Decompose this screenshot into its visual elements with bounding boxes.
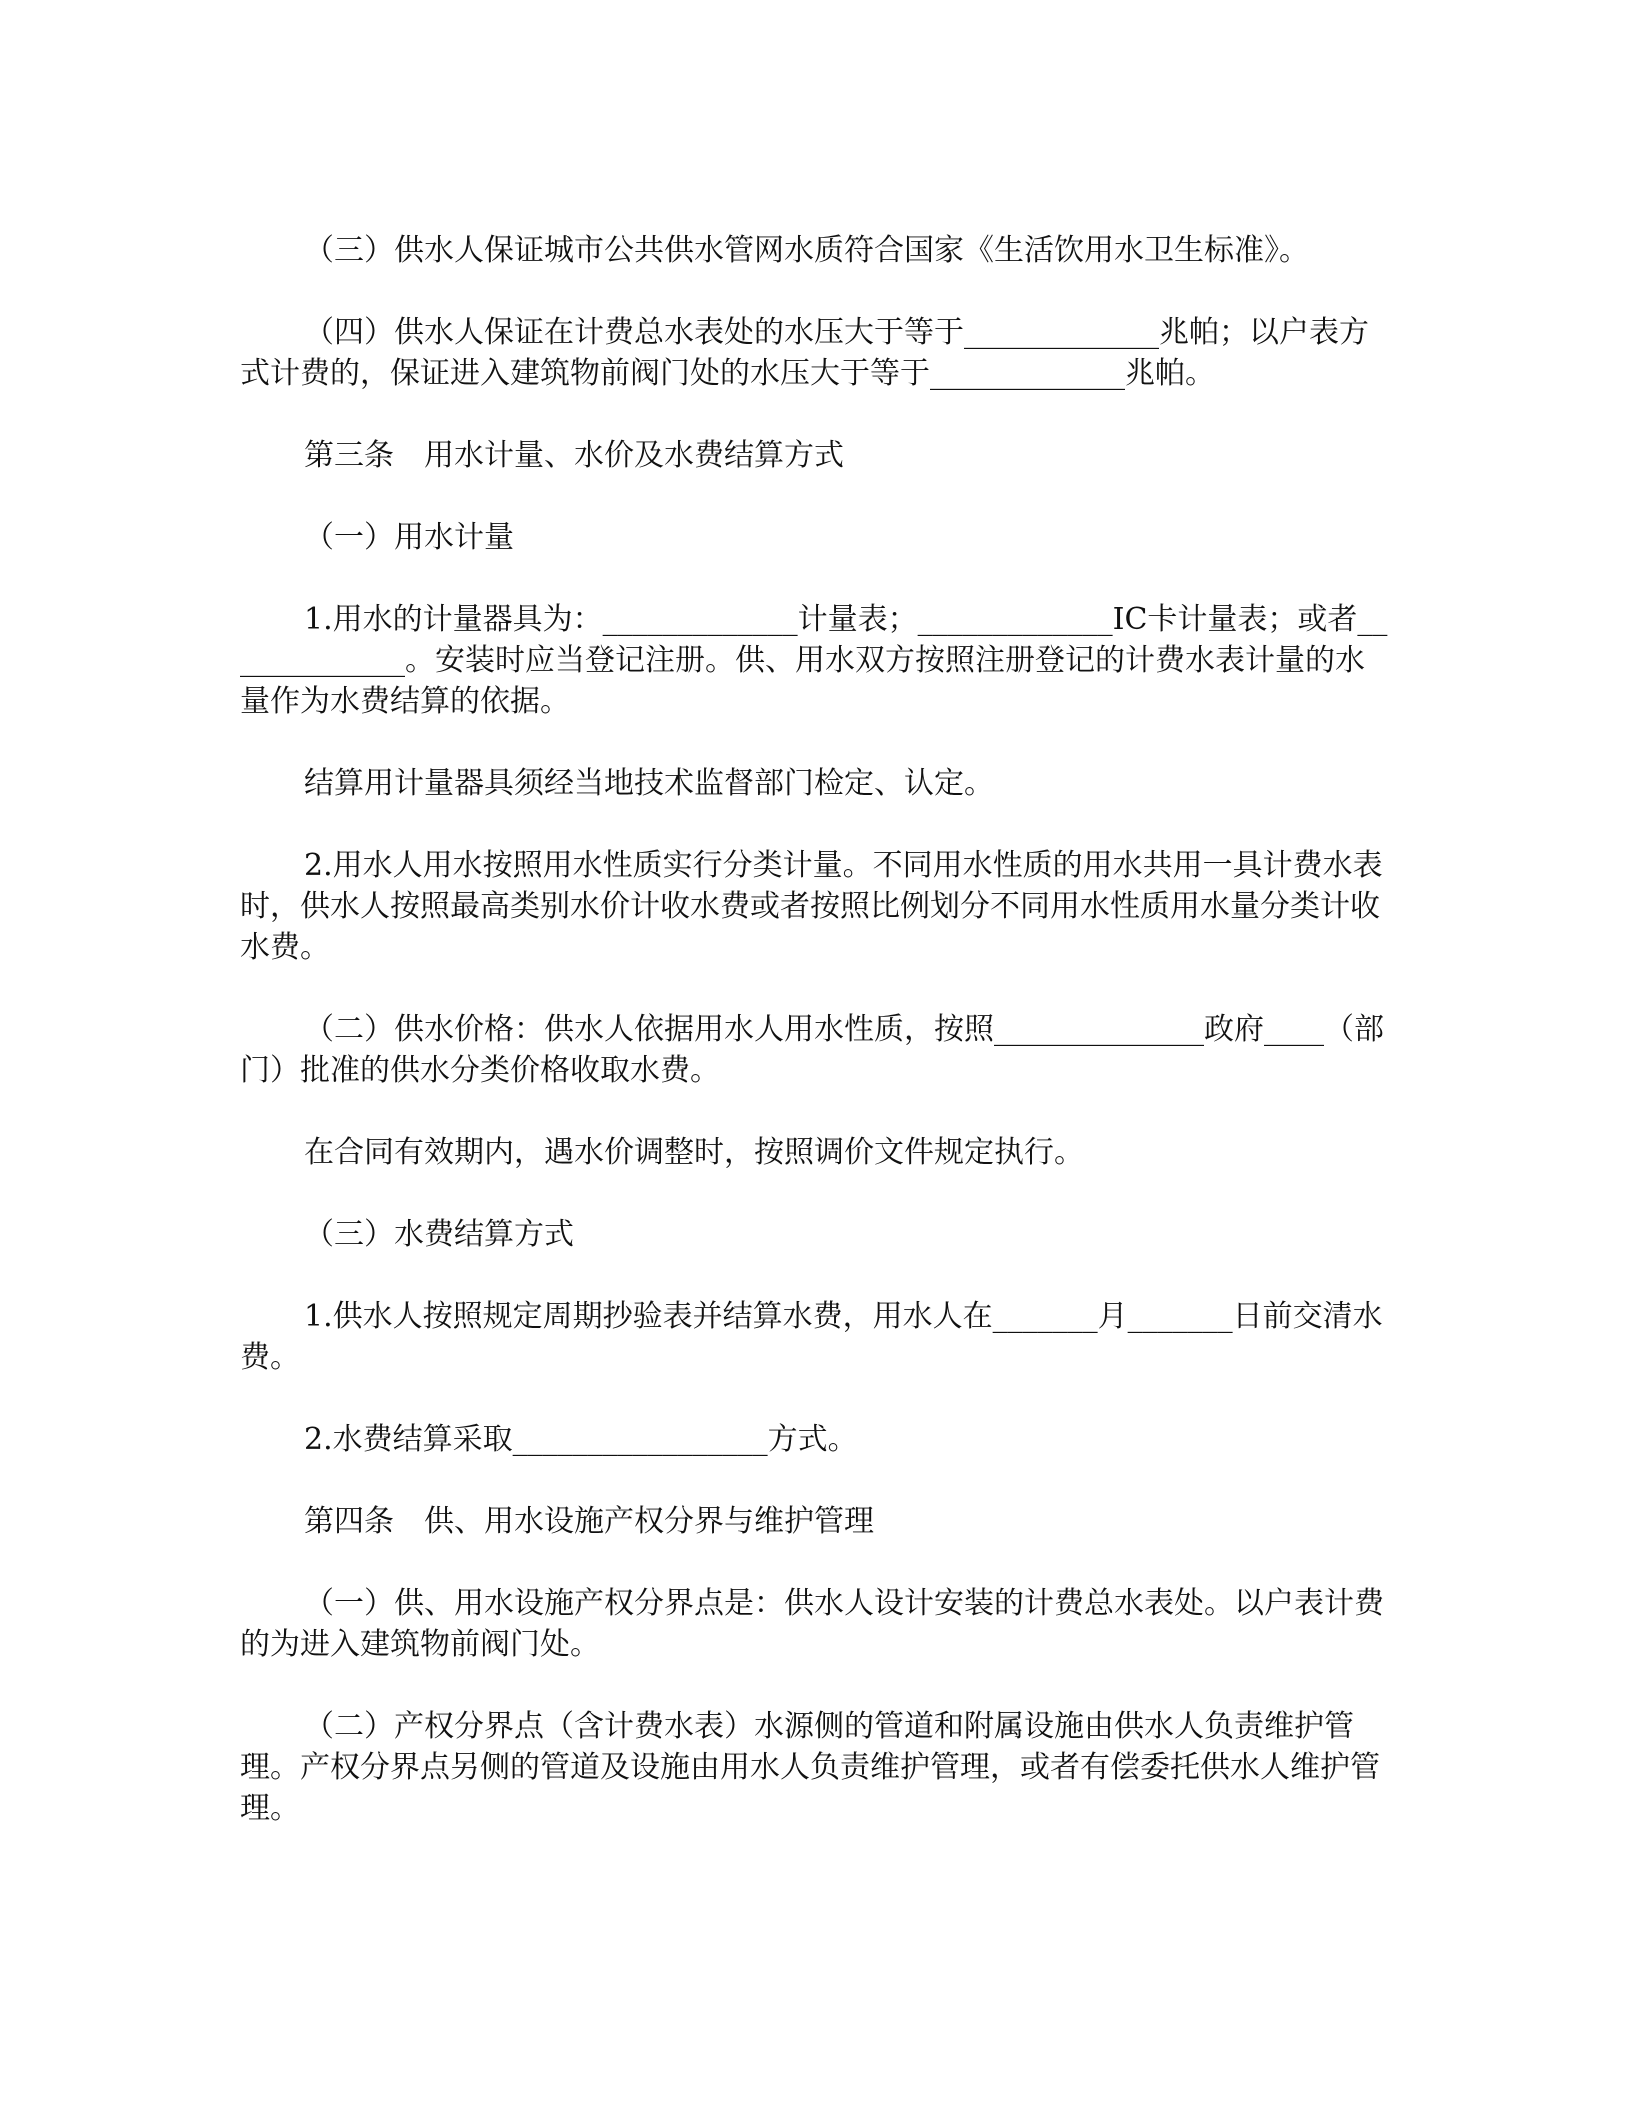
paragraph-settlement-method: 2.水费结算采取_________________方式。 [304,1422,858,1457]
paragraph-water-price: （二）供水价格：供水人依据用水人用水性质，按照______________政府____（部门）批准的供水分类价格收取水费。 [240,1012,1384,1088]
paragraph-price-adjustment: 在合同有效期内，遇水价调整时，按照调价文件规定执行。 [304,1135,1084,1170]
paragraph-meter-certification: 结算用计量器具须经当地技术监督部门检定、认定。 [304,766,994,801]
paragraph-payment-deadline: 1.供水人按照规定周期抄验表并结算水费，用水人在_______月_______日前交清水费。 [240,1299,1383,1375]
paragraph-property-boundary: （一）供、用水设施产权分界点是：供水人设计安装的计费总水表处。以户表计费的为进入建筑物前阀门处。 [240,1586,1384,1662]
article-three-heading: 第三条 用水计量、水价及水费结算方式 [304,438,844,473]
paragraph-maintenance: （二）产权分界点（含计费水表）水源侧的管道和附属设施由供水人负责维护管理。产权分界点另侧的管道及设施由用水人负责维护管理，或者有偿委托供水人维护管理。 [240,1709,1380,1826]
section-water-metering: （一）用水计量 [304,520,514,555]
paragraph-metering-devices: 1.用水的计量器具为：_____________计量表；_____________IC卡计量表；或者_____________。安装时应当登记注册。供、用水双方按照注册登记的计费水表计量的水量作为水费结算的依据。 [240,602,1388,719]
article-four-heading: 第四条 供、用水设施产权分界与维护管理 [304,1504,874,1539]
paragraph-water-quality: （三）供水人保证城市公共供水管网水质符合国家《生活饮用水卫生标准》。 [304,233,1309,268]
paragraph-classified-metering: 2.用水人用水按照用水性质实行分类计量。不同用水性质的用水共用一具计费水表时，供水人按照最高类别水价计收水费或者按照比例划分不同用水性质用水量分类计收水费。 [240,848,1383,965]
paragraph-water-pressure: （四）供水人保证在计费总水表处的水压大于等于_____________兆帕；以户表方式计费的，保证进入建筑物前阀门处的水压大于等于_____________兆帕。 [240,315,1369,391]
section-fee-settlement: （三）水费结算方式 [304,1217,574,1252]
